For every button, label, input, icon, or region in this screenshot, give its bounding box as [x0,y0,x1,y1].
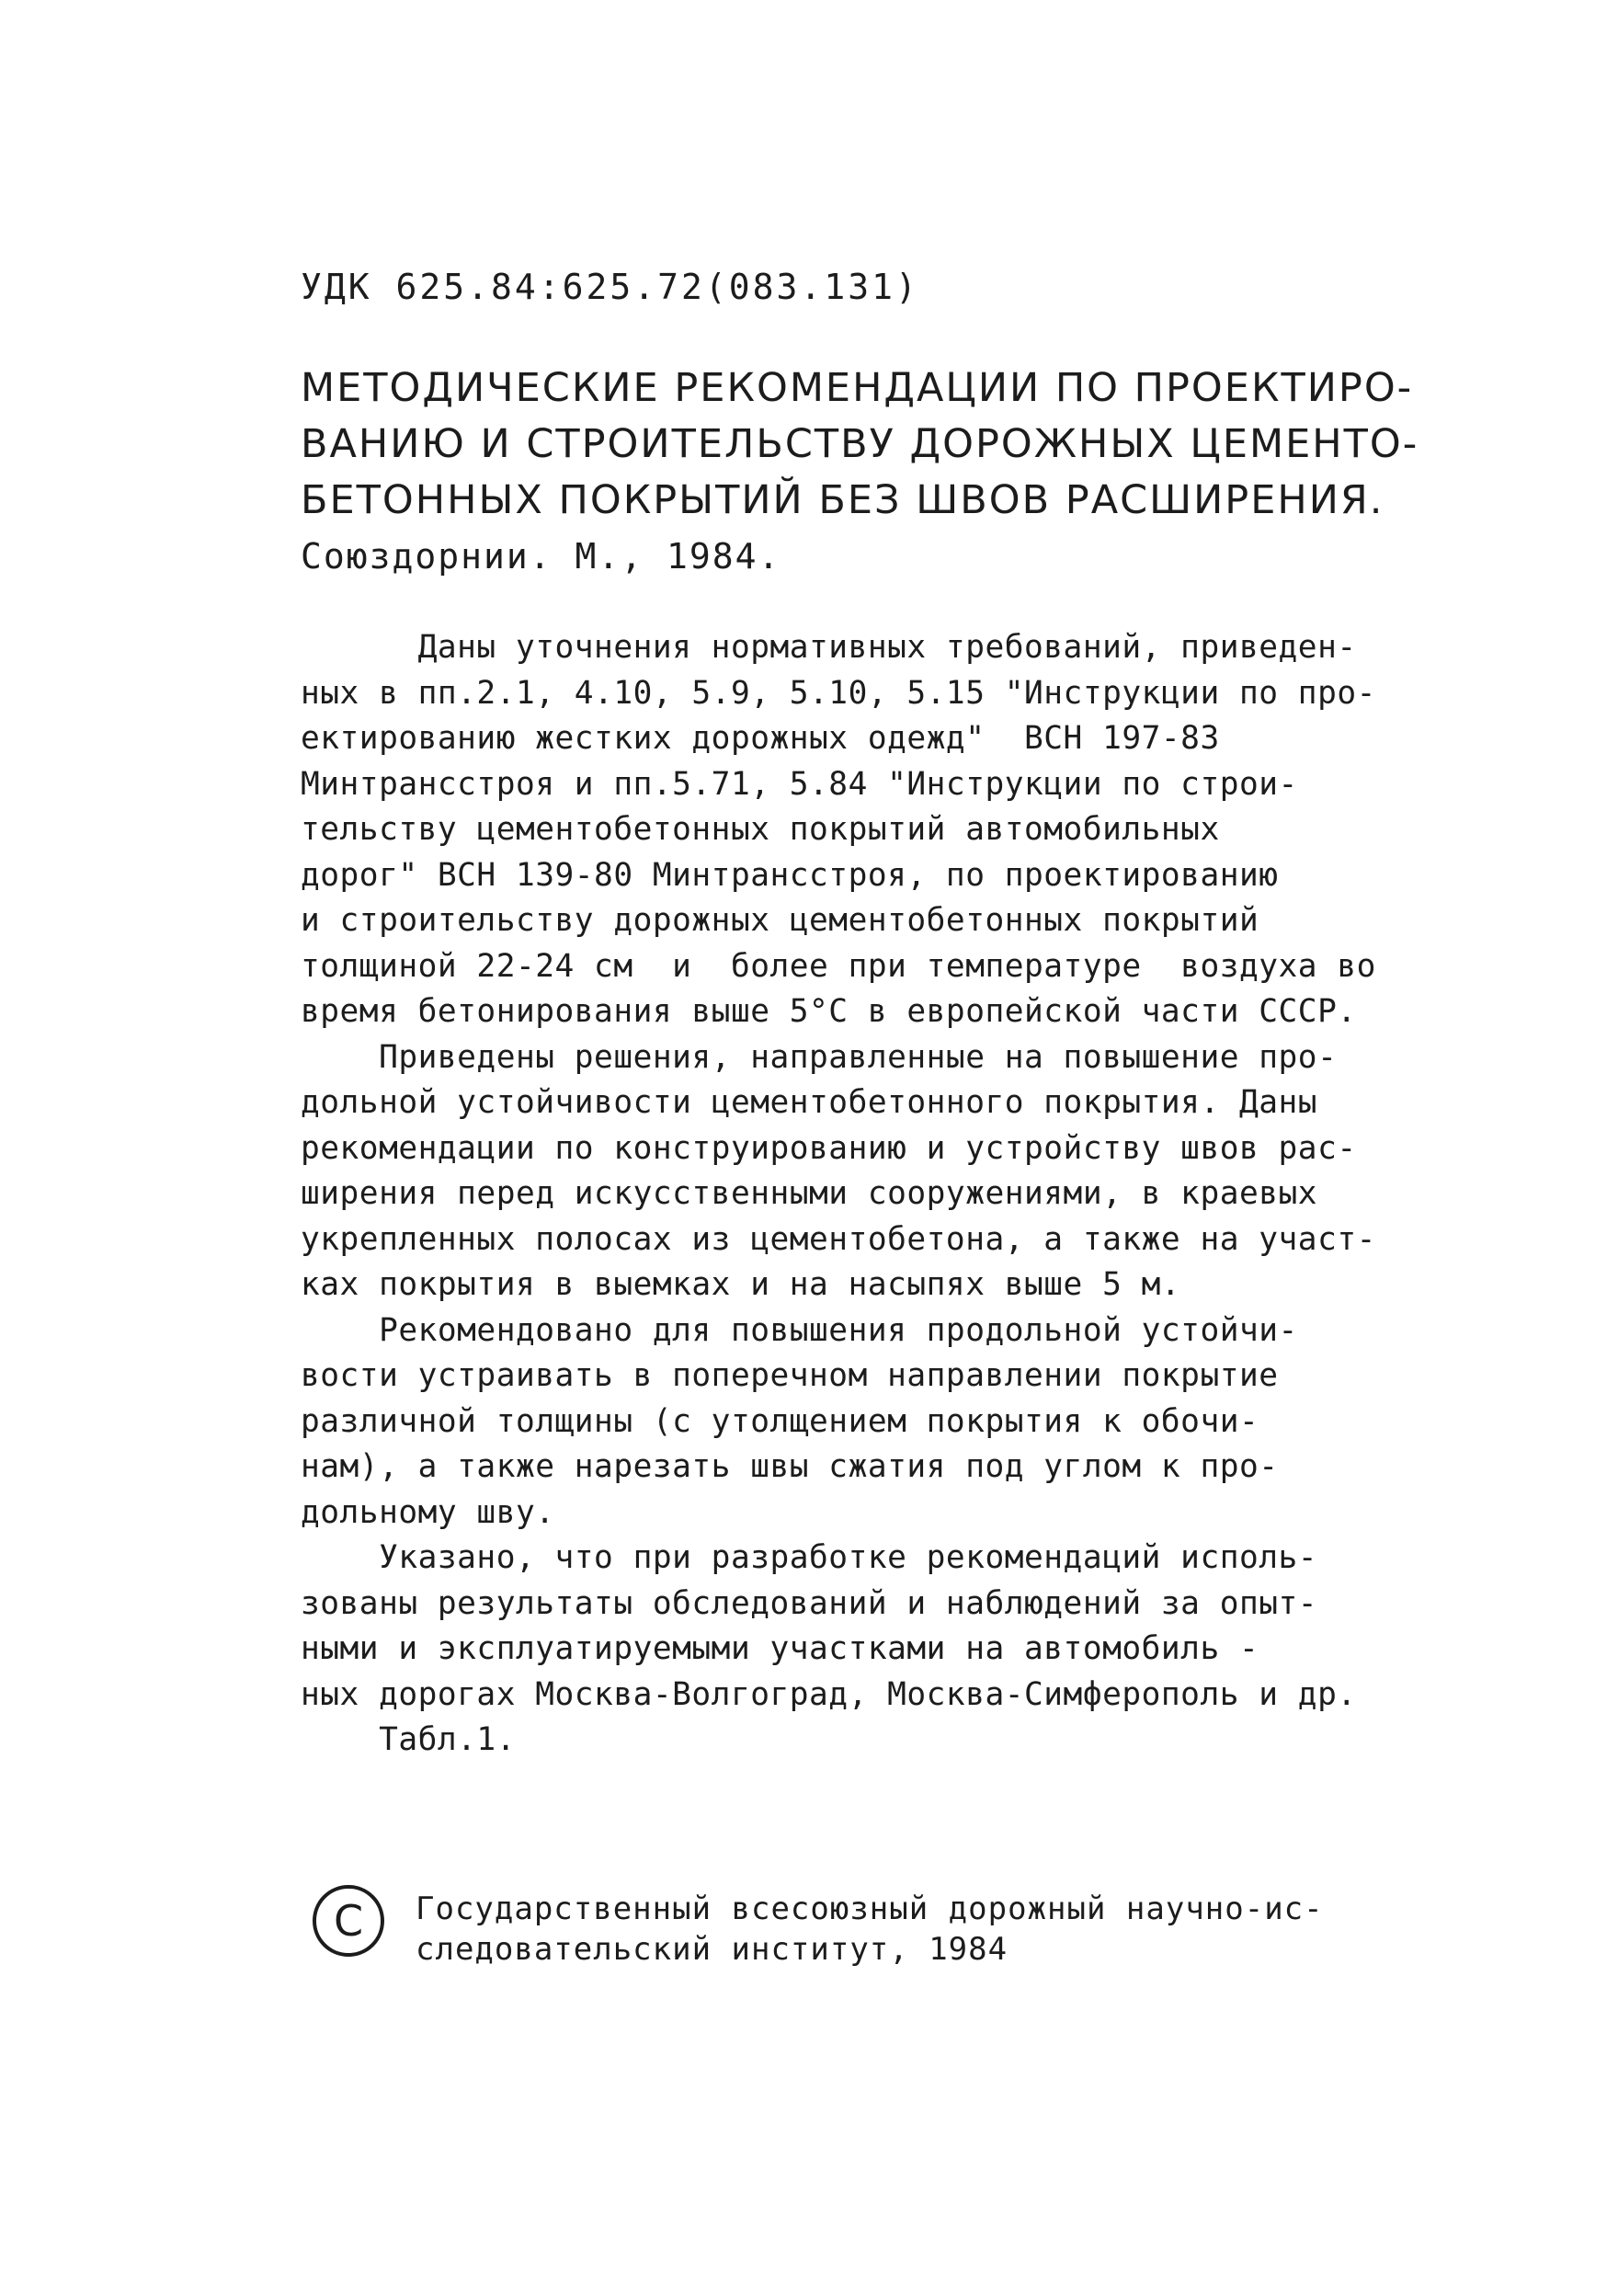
document-title [301,360,1514,584]
text-line: вости устраивать в поперечном направлении покрытие [301,1357,1279,1394]
title-line: МЕТОДИЧЕСКИЕ РЕКОМЕНДАЦИИ ПО ПРОЕКТИРО- [301,365,1414,411]
text-line: Минтрансстроя и пп.5.71, 5.84 "Инструкции по строи- [301,765,1298,803]
abstract-paragraph-clarifications [301,625,1514,1035]
text-line: Даны уточнения нормативных требований, приведен- [301,629,1357,666]
text-line: Приведены решения, направленные на повышение про- [301,1038,1338,1076]
text-line: тельству цементобетонных покрытий автомобильных [301,811,1220,848]
copyright-holder [416,1889,1324,1970]
abstract-body [301,625,1514,1764]
abstract-paragraph-recommendations [301,1308,1514,1536]
text-line: рекомендации по конструированию и устройству швов рас- [301,1129,1357,1167]
udk-code: УДК 625.84:625.72(083.131) [301,267,919,307]
copyright-icon: C [313,1885,384,1957]
text-line: ширения перед искусственными сооружениями, в краевых [301,1175,1318,1212]
publisher-imprint: Союздорнии. М., 1984. [301,536,781,577]
text-line: ках покрытия в выемках и на насыпях выше 5 м. [301,1266,1181,1303]
copyright-notice [313,1885,1508,1986]
text-line: толщиной 22-24 см и более при температуре воздуха во [301,947,1376,985]
text-line: Табл.1. [301,1721,516,1758]
abstract-paragraph-sources [301,1536,1514,1764]
text-line: дорог" ВСН 139-80 Минтрансстроя, по проектированию [301,856,1279,894]
text-line: дольной устойчивости цементобетонного покрытия. Даны [301,1084,1318,1121]
copyright-line: следовательский институт, 1984 [416,1931,1008,1968]
text-line: Рекомендовано для повышения продольной устойчи- [301,1311,1298,1349]
text-line: ных в пп.2.1, 4.10, 5.9, 5.10, 5.15 "Инструкции по про- [301,674,1376,712]
text-line: укрепленных полосах из цементобетона, а также на участ- [301,1220,1376,1258]
title-line: БЕТОННЫХ ПОКРЫТИЙ БЕЗ ШВОВ РАСШИРЕНИЯ. [301,477,1384,523]
abstract-paragraph-solutions [301,1035,1514,1308]
title-line: ВАНИЮ И СТРОИТЕЛЬСТВУ ДОРОЖНЫХ ЦЕМЕНТО- [301,421,1419,467]
text-line: ными и эксплуатируемыми участками на автомобиль - [301,1630,1259,1667]
copyright-line: Государственный всесоюзный дорожный научно-ис- [416,1890,1324,1927]
text-line: ектированию жестких дорожных одежд" ВСН 197-83 [301,720,1220,757]
text-line: зованы результаты обследований и наблюдений за опыт- [301,1584,1318,1622]
text-line: и строительству дорожных цементобетонных покрытий [301,902,1259,939]
text-line: различной толщины (с утолщением покрытия к обочи- [301,1402,1259,1440]
text-line: время бетонирования выше 5°С в европейской части СССР. [301,993,1357,1030]
text-line: нам), а также нарезать швы сжатия под углом к про- [301,1448,1279,1485]
text-line: дольному шву. [301,1493,555,1531]
text-line: Указано, что при разработке рекомендаций исполь- [301,1539,1318,1576]
text-line: ных дорогах Москва-Волгоград, Москва-Симферополь и др. [301,1675,1357,1713]
